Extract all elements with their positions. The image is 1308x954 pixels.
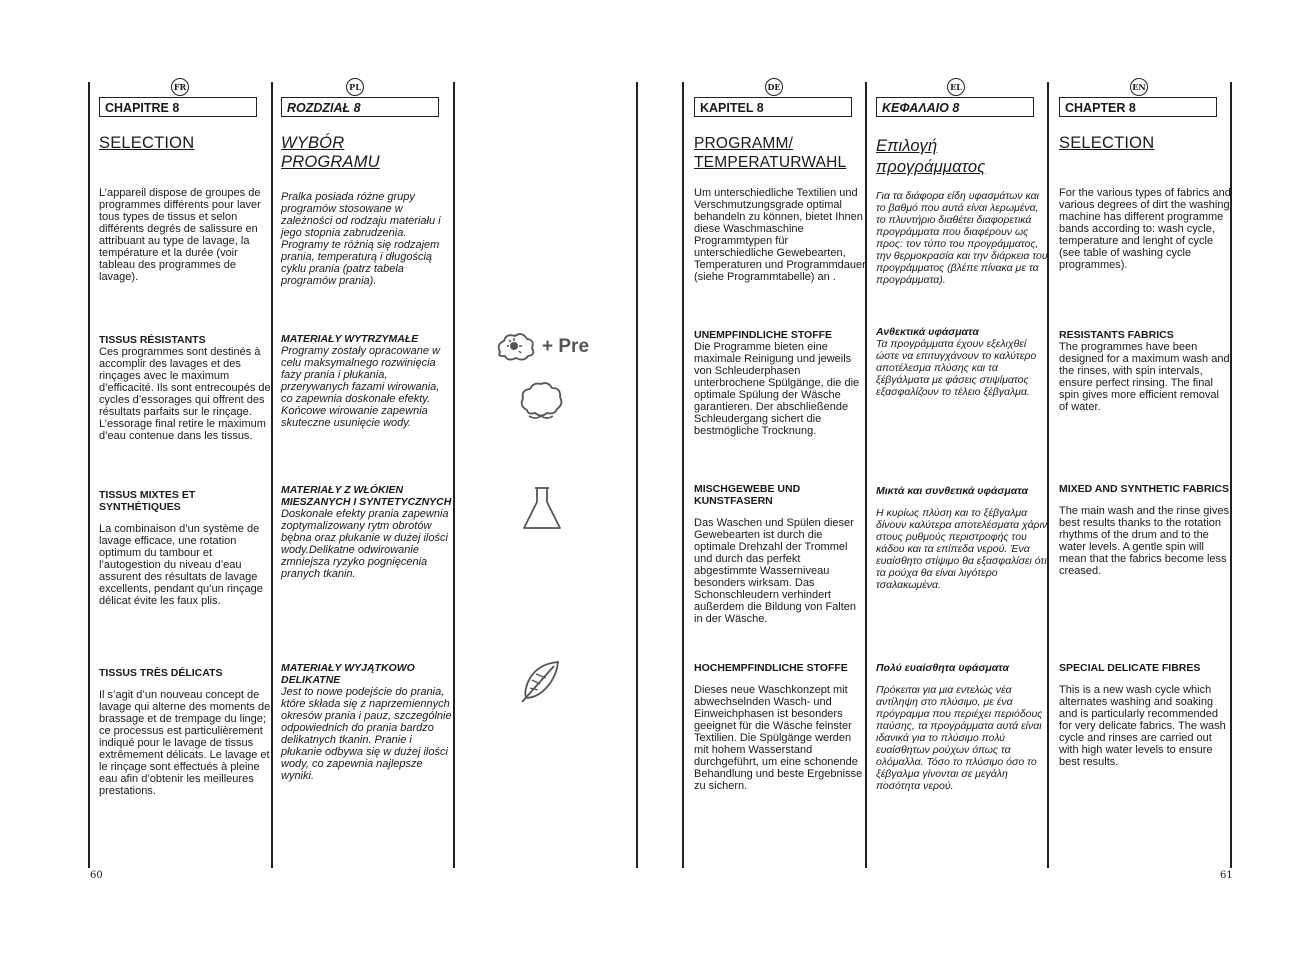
section-body: The programmes have been designed for a maximum wash and the rinses, with spin intervals, ensure perfect rinsing. The final spin gives more efficient removal of water. bbox=[1059, 341, 1230, 413]
section-heading: Ανθεκτικά υφάσματα bbox=[876, 326, 979, 338]
section-heading: Μικτά και συνθετικά υφάσματα bbox=[876, 485, 1029, 497]
section-mixed bbox=[876, 485, 1048, 591]
section-resistant bbox=[281, 333, 453, 429]
section-mixed bbox=[281, 484, 453, 580]
section-mixed bbox=[99, 489, 271, 607]
language-badge: FR bbox=[171, 78, 189, 96]
section-body: Die Programme bieten eine maximale Reinigung und jeweils von Schleuderphasen unterbrochene Spülgänge, die die optimale Spülung der Wäsche garantieren. Der abschließende Schleudergang sichert die bestmögliche Trocknung. bbox=[694, 341, 860, 437]
section-resistant bbox=[1059, 329, 1231, 413]
section-title: PROGRAMM/ TEMPERATURWAHL bbox=[694, 135, 847, 171]
section-body: Ces programmes sont destinés à accomplir des lavages et des rinçages avec le maximum d’efficacité. Ils sont entrecoupés de cycles d’essorages qui offrent des résultats parfaits sur le rinçage. L’essorage final retire le maximum d’eau contenue dans les tissus. bbox=[99, 346, 271, 442]
language-badge: EN bbox=[1130, 78, 1148, 96]
section-title: SELECTION bbox=[99, 134, 195, 152]
section-title: SELECTION bbox=[1059, 134, 1155, 152]
section-heading: TISSUS RÉSISTANTS bbox=[99, 334, 206, 346]
section-resistant bbox=[876, 326, 1048, 398]
page-number-left: 60 bbox=[90, 870, 103, 881]
section-body: The main wash and the rinse gives best results thanks to the rotation rhythms of the drum and to the water levels. A gentle spin will mean that the fabrics become less creased. bbox=[1059, 505, 1229, 577]
column-divider bbox=[682, 82, 684, 868]
section-heading: MATERIAŁY Z WŁÓKIEN MIESZANYCH I SYNTETYCZNYCH bbox=[281, 484, 452, 508]
section-heading: MATERIAŁY WYTRZYMAŁE bbox=[281, 333, 419, 345]
section-body: Dieses neue Waschkonzept mit abwechselnden Wasch- und Einweichphasen ist besonders geeignet für die Wäsche feinster Textilien. Die Spülgänge werden mit hohem Wasserstand durchgeführt, um eine schonende Behandlung und beste Ergebnisse zu sichern. bbox=[694, 684, 863, 792]
intro-text: Για τα διάφορα είδη υφασμάτων και το βαθμό που αυτά είναι λερωμένα, το πλυντήριο διαθέτει διαφορετικά προγράμματα που διαφέρουν ως προς: τον τύπο του προγράμματος, την θερμοκρασία και την διάρκεια του προγράμματος (βλέπε πίνακα με τα προγράμματα). bbox=[876, 190, 1048, 286]
section-heading: HOCHEMPFINDLICHE STOFFE bbox=[694, 662, 848, 674]
section-body: Programy zostały opracowane w celu maksymalnego rozwinięcia fazy prania i płukania, przerywanych fazami wirowania, co zapewnia doskonałe efekty. Końcowe wirowanie zapewnia skuteczne usunięcie wody. bbox=[281, 345, 440, 429]
section-delicate bbox=[876, 662, 1048, 792]
intro-text: For the various types of fabrics and various degrees of dirt the washing machine has different programme bands according to: wash cycle, temperature and lenght of cycle (see table of washing cycle programmes). bbox=[1059, 187, 1231, 271]
intro-text: Pralka posiada różne grupy programów stosowane w zależności od rodzaju materiału i jego stopnia zabrudzenia. Programy te różnią się rodzajem prania, temperaturą i długością cyklu prania (patrz tabela programów prania). bbox=[281, 191, 441, 287]
section-body: This is a new wash cycle which alternates washing and soaking and is particularly recommended for very delicate fabrics. The wash cycle and rinses are carried out with high water levels to ensure best results. bbox=[1059, 684, 1226, 768]
section-body: Il s’agit d’un nouveau concept de lavage qui alterne des moments de brassage et de trempage du linge; ce processus est particulièrement indiqué pour le lavage de tissus extrêmement délicats. Le lavage et le rinçage sont effectués à pleine eau afin d’obtenir les meilleures prestations. bbox=[99, 689, 271, 797]
section-resistant bbox=[99, 334, 271, 442]
section-title: WYBÓR PROGRAMU bbox=[281, 134, 380, 171]
column-divider bbox=[453, 82, 455, 868]
intro-text: Um unterschiedliche Textilien und Verschmutzungsgrade optimal behandeln zu können, bietet Ihnen diese Waschmaschine Programmtypen für unterschiedliche Gewebearten, Temperaturen und Programmdauer (siehe Programmtabelle) an . bbox=[694, 187, 866, 283]
language-badge: DE bbox=[765, 78, 783, 96]
column-divider bbox=[636, 82, 638, 868]
chapter-heading: ROZDZIAŁ 8 bbox=[281, 97, 439, 117]
language-badge: EL bbox=[947, 78, 965, 96]
section-body: Η κυρίως πλύση και το ξέβγαλμα δίνουν καλύτερα αποτελέσματα χάριν στους ρυθμούς περιστροφής του κάδου και τα επίπεδα νερού. Ένα ευαίσθητο στίψιμο θα εξασφαλίσει ότι τα ρούχα θα είναι λιγότερο τσαλακωμένα. bbox=[876, 507, 1048, 591]
section-body: Doskonałe efekty prania zapewnia zoptymalizowany rytm obrotów bębna oraz płukanie w dużej ilości wody.Delikatne odwirowanie zmniejsza ryzyko pognięcenia pranych tkanin. bbox=[281, 508, 449, 580]
section-delicate bbox=[694, 662, 866, 792]
section-body: La combinaison d’un système de lavage efficace, une rotation optimum du tambour et l’autogestion du niveau d’eau assurent des résultats de lavage excellents, pendant qu’un rinçage délicat évite les faux plis. bbox=[99, 523, 263, 607]
section-heading: TISSUS MIXTES ET SYNTHÉTIQUES bbox=[99, 489, 196, 513]
section-delicate bbox=[281, 662, 453, 782]
section-heading: MIXED AND SYNTHETIC FABRICS bbox=[1059, 483, 1229, 495]
section-resistant bbox=[694, 329, 866, 437]
section-delicate bbox=[1059, 662, 1231, 768]
delicate-feather-icon bbox=[518, 658, 564, 709]
prewash-label: + Pre bbox=[542, 336, 590, 357]
section-heading: UNEMPFINDLICHE STOFFE bbox=[694, 329, 833, 341]
synthetic-flask-icon bbox=[520, 484, 564, 537]
column-divider bbox=[88, 82, 90, 868]
section-body: Das Waschen und Spülen dieser Gewebearten ist durch die optimale Drehzahl der Trommel und durch das perfekt abgestimmte Wasserniveau besonders wirksam. Das Schonschleudern verhindert außerdem die Bildung von Falten in der Wäsche. bbox=[694, 517, 857, 625]
section-heading: RESISTANTS FABRICS bbox=[1059, 329, 1174, 341]
section-mixed bbox=[694, 483, 866, 625]
section-body: Πρόκειται για μια εντελώς νέα αντίληψη στο πλύσιμο, με ένα πρόγραμμα που περιέχει περιόδους παύσης, τα προγράμματα αυτά είναι ιδανικά για το πλύσιμο πολύ ευαίσθητων ρούχων όπως τα ολόμαλλα. Τόσο το πλύσιμο όσο το ξέβγαλμα γίνονται σε μεγάλη ποσότητα νερού. bbox=[876, 684, 1043, 792]
cotton-icon bbox=[517, 380, 565, 429]
section-title: Επιλογή προγράμματος bbox=[876, 137, 986, 176]
section-heading: SPECIAL DELICATE FIBRES bbox=[1059, 662, 1201, 674]
page-number-right: 61 bbox=[1220, 870, 1233, 881]
chapter-heading: KAPITEL 8 bbox=[694, 97, 852, 117]
section-heading: MISCHGEWEBE UND KUNSTFASERN bbox=[694, 483, 801, 507]
chapter-heading: CHAPTER 8 bbox=[1059, 97, 1217, 117]
language-badge: PL bbox=[346, 78, 364, 96]
section-delicate bbox=[99, 667, 271, 797]
chapter-heading: ΚΕΦΑΛΑΙΟ 8 bbox=[876, 97, 1034, 117]
section-heading: MATERIAŁY WYJĄTKOWO DELIKATNE bbox=[281, 662, 415, 686]
column-divider bbox=[271, 82, 273, 868]
section-mixed bbox=[1059, 483, 1231, 577]
section-body: Jest to nowe podejście do prania, które składa się z naprzemiennych okresów prania i pauz, szczególnie odpowiednich do prania bardzo delikatnych tkanin. Pranie i płukanie odbywa się w dużej ilości wody, co zapewnia najlepsze wyniki. bbox=[281, 686, 452, 782]
section-heading: TISSUS TRÈS DÉLICATS bbox=[99, 667, 223, 679]
intro-text: L’appareil dispose de groupes de programmes différents pour laver tous types de tissus et selon différents degrés de salissure en attribuant au type de lavage, la température et la durée (voir tableau des programmes de lavage). bbox=[99, 187, 261, 283]
section-heading: Πολύ ευαίσθητα υφάσματα bbox=[876, 662, 1010, 674]
section-body: Τα προγράμματα έχουν εξελιχθεί ώστε να επιτυγχάνουν το καλύτερο αποτέλεσμα πλύσης και τα ξέβγάλματα με φάσεις στιψίματος εξασφαλίζουν το τέλειο ξέβγαλμα. bbox=[876, 338, 1037, 398]
chapter-heading: CHAPITRE 8 bbox=[99, 97, 257, 117]
stain-prewash-icon bbox=[494, 330, 540, 371]
